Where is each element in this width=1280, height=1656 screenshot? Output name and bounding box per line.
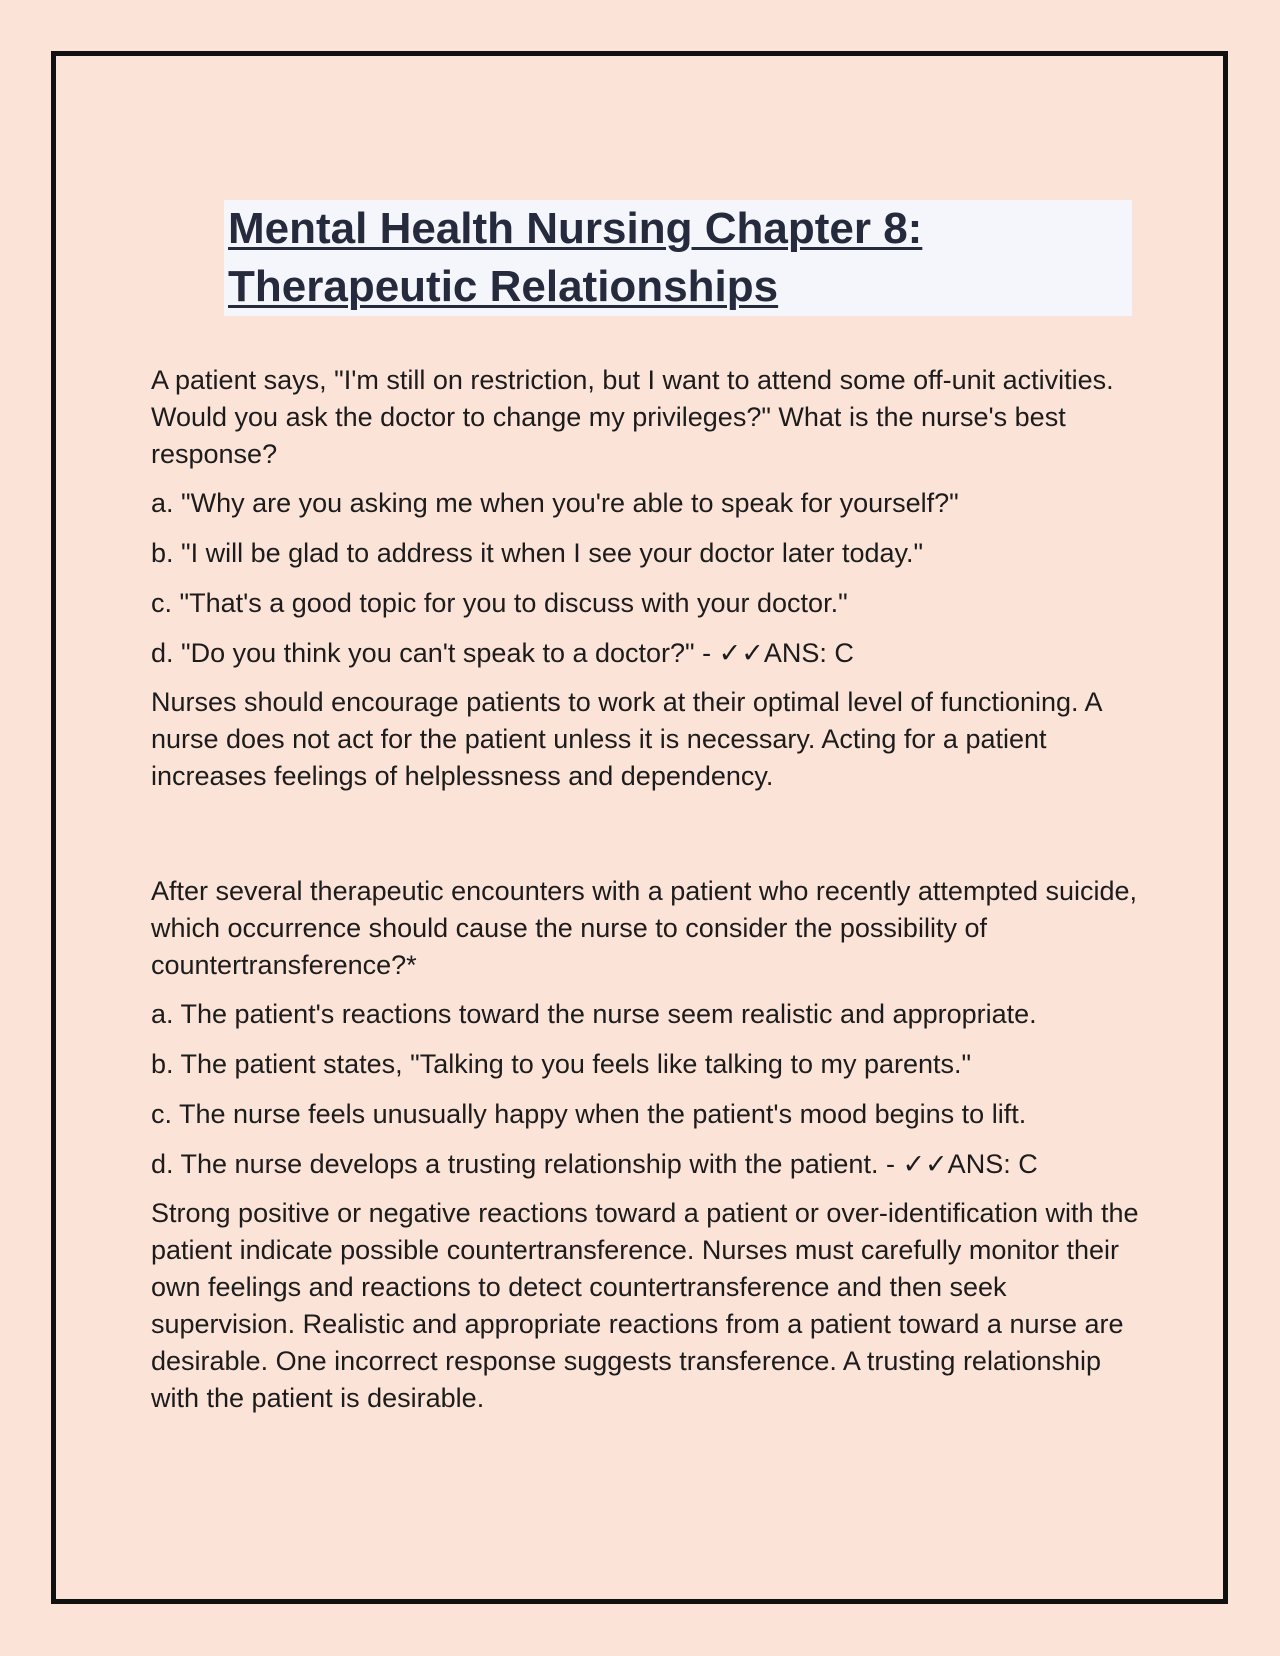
title-line-2: Therapeutic Relationships xyxy=(228,262,779,311)
option-d-answer: d. The nurse develops a trusting relationship with the patient. - ✓✓ANS: C xyxy=(151,1149,1038,1179)
option-a: a. "Why are you asking me when you're able to speak for yourself?" xyxy=(151,488,959,518)
option-b: b. The patient states, "Talking to you feels like talking to my parents." xyxy=(151,1049,972,1079)
section-spacer xyxy=(151,795,1151,873)
question-stem: A patient says, "I'm still on restriction, but I want to attend some off-unit activities. Would you ask the doctor to change my privileges?" What is the nurse's best response? xyxy=(151,365,1114,469)
document-body xyxy=(151,362,1151,1417)
option-c: c. The nurse feels unusually happy when the patient's mood begins to lift. xyxy=(151,1099,1027,1129)
question-stem: After several therapeutic encounters with a patient who recently attempted suicide, which occurrence should cause the nurse to consider the possibility of countertransference?* xyxy=(151,876,1138,980)
option-b: b. "I will be glad to address it when I see your doctor later today." xyxy=(151,538,924,568)
answer-rationale: Nurses should encourage patients to work at their optimal level of functioning. A nurse does not act for the patient unless it is necessary. Acting for a patient increases feelings of helplessness and dependency. xyxy=(151,687,1102,791)
option-a: a. The patient's reactions toward the nurse seem realistic and appropriate. xyxy=(151,999,1037,1029)
question-2 xyxy=(151,873,1151,1417)
title-line-1: Mental Health Nursing Chapter 8: xyxy=(228,204,923,253)
answer-rationale: Strong positive or negative reactions toward a patient or over-identification with the patient indicate possible countertransference. Nurses must carefully monitor their own feelings and reactions to detect countertransference and then seek supervision. Realistic and appropriate reactions from a patient toward a nurse are desirable. One incorrect response suggests transference. A trusting relationship with the patient is desirable. xyxy=(151,1198,1139,1413)
option-d-answer: d. "Do you think you can't speak to a doctor?" - ✓✓ANS: C xyxy=(151,638,854,668)
question-1 xyxy=(151,362,1151,795)
option-c: c. "That's a good topic for you to discuss with your doctor." xyxy=(151,588,848,618)
document-title xyxy=(224,200,1132,316)
